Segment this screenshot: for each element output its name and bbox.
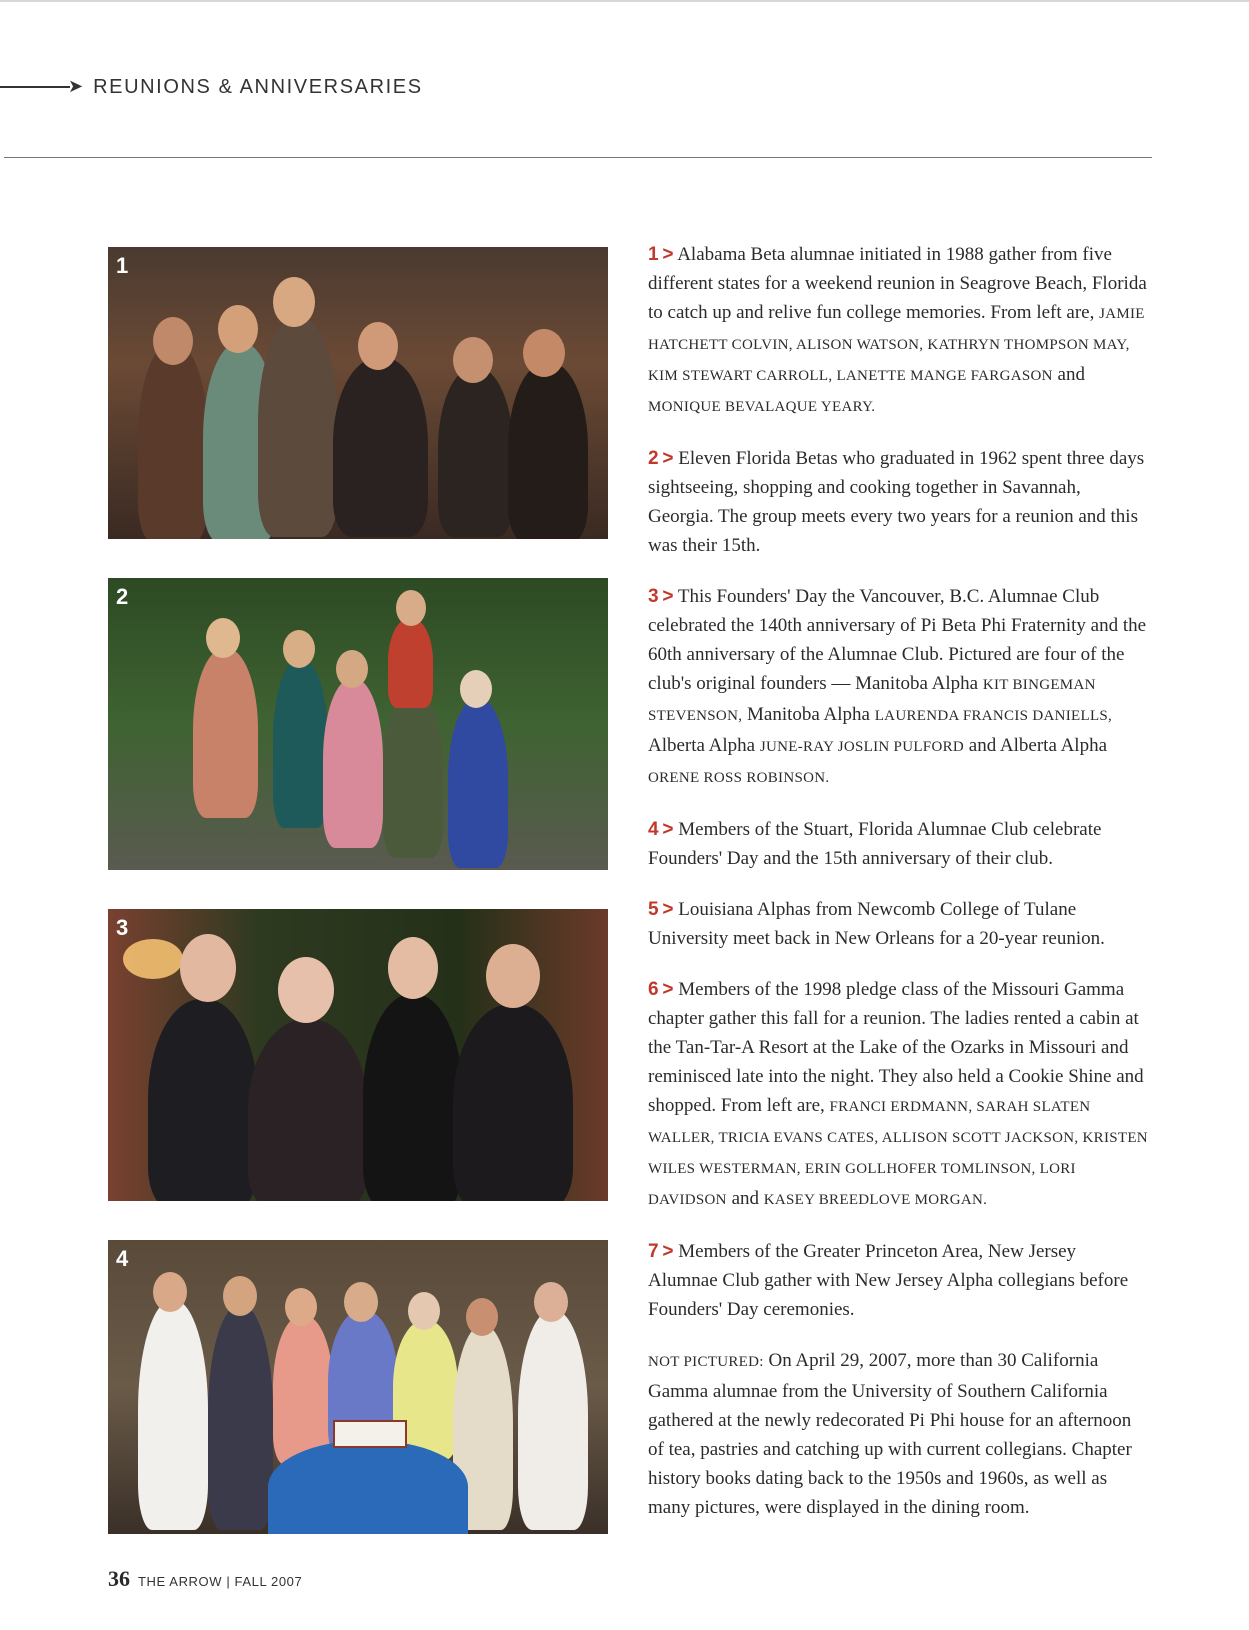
person-head xyxy=(206,618,240,658)
person-head xyxy=(460,670,492,708)
caption-text: Members of the 1998 pledge class of the Missouri Gamma chapter gather this fall for a reunion. The ladies rented a cabin at the Tan-Tar-A Resort at the Lake of the Ozarks in Missouri and reminisced late into the night. They also held a Cookie Shine and shopped. From left are, xyxy=(648,979,1144,1116)
person-head xyxy=(285,1288,317,1326)
caption-names: LAURENDA FRANCIS DANIELLS, xyxy=(874,708,1113,724)
caption-names: ORENE ROSS ROBINSON. xyxy=(648,770,830,786)
caption-text: This Founders' Day the Vancouver, B.C. Alumnae Club celebrated the 140th anniversary of Pi Beta Phi Fraternity and the 60th anniversary of the Alumnae Club. Pictured are four of the club's original founders — Manitoba Alpha xyxy=(648,586,1147,694)
caption-text: Members of the Greater Princeton Area, New Jersey Alumnae Club gather with New Jersey Alpha collegians before Founders' Day ceremonies. xyxy=(648,1241,1129,1320)
caption-text: and xyxy=(1052,364,1085,385)
caption-names: JUNE-RAY JOSLIN PULFORD xyxy=(759,739,965,755)
table-cloth xyxy=(268,1440,468,1534)
person-figure xyxy=(323,678,383,848)
person-figure xyxy=(333,357,428,537)
header-rule xyxy=(0,86,70,88)
person-head xyxy=(453,337,493,383)
person-figure xyxy=(453,1004,573,1201)
caption-number: 2 > xyxy=(648,448,674,469)
person-head xyxy=(278,957,334,1023)
person-head xyxy=(153,1272,187,1312)
person-figure xyxy=(383,688,443,858)
person-figure xyxy=(258,317,338,537)
person-figure xyxy=(363,994,463,1201)
caption-number: 5 > xyxy=(648,899,674,920)
section-header xyxy=(0,72,700,102)
person-figure xyxy=(248,1019,368,1201)
caption-5 xyxy=(648,895,1148,953)
person-figure xyxy=(138,1300,208,1530)
person-figure xyxy=(193,648,258,818)
caption-text: Louisiana Alphas from Newcomb College of Tulane University meet back in New Orleans for a 20-year reunion. xyxy=(648,899,1105,949)
photo-1 xyxy=(108,247,608,539)
page-footer xyxy=(108,1566,302,1596)
section-title: REUNIONS & ANNIVERSARIES xyxy=(93,75,423,98)
photo-3 xyxy=(108,909,608,1201)
person-figure xyxy=(388,618,433,708)
not-pictured xyxy=(648,1346,1148,1522)
caption-text: Alberta Alpha xyxy=(648,735,760,756)
header-divider xyxy=(4,157,1152,158)
not-pictured-label: NOT PICTURED: xyxy=(648,1354,764,1370)
photo-4 xyxy=(108,1240,608,1534)
caption-names: KIT BINGEMAN STEVENSON, xyxy=(648,677,1096,724)
caption-3 xyxy=(648,582,1148,793)
captions-column xyxy=(648,240,1148,1544)
caption-number: 6 > xyxy=(648,979,674,1000)
person-figure xyxy=(518,1310,588,1530)
caption-text: Alabama Beta alumnae initiated in 1988 gather from five different states for a weekend reunion in Seagrove Beach, Florida to catch up and relive fun college memories. From left are, xyxy=(648,244,1147,323)
photo-2 xyxy=(108,578,608,870)
caption-names: KASEY BREEDLOVE MORGAN. xyxy=(763,1192,988,1208)
caption-names: JAMIE HATCHETT COLVIN, ALISON WATSON, KATHRYN THOMPSON MAY, KIM STEWART CARROLL, LANETTE MANGE FARGASON xyxy=(648,306,1145,384)
person-figure xyxy=(273,658,328,828)
person-head xyxy=(388,937,438,999)
person-head xyxy=(218,305,258,353)
caption-6 xyxy=(648,975,1148,1215)
caption-text: Members of the Stuart, Florida Alumnae Club celebrate Founders' Day and the 15th anniversary of their club. xyxy=(648,819,1102,869)
caption-text: Manitoba Alpha xyxy=(742,704,875,725)
photo-number: 1 xyxy=(116,253,129,278)
photo-number: 2 xyxy=(116,584,129,609)
page-number: 36 xyxy=(108,1566,130,1591)
person-head xyxy=(223,1276,257,1316)
person-head xyxy=(344,1282,378,1322)
lamp-glow xyxy=(123,939,183,979)
person-head xyxy=(283,630,315,668)
cake xyxy=(333,1420,407,1448)
caption-4 xyxy=(648,815,1148,873)
person-figure xyxy=(508,362,588,539)
caption-number: 1 > xyxy=(648,244,674,265)
person-head xyxy=(396,590,426,626)
person-figure xyxy=(148,999,258,1201)
photo-number: 4 xyxy=(116,1246,129,1271)
person-head xyxy=(534,1282,568,1322)
publication-info: THE ARROW | FALL 2007 xyxy=(138,1574,303,1589)
person-figure xyxy=(273,1315,333,1465)
caption-names: MONIQUE BEVALAQUE YEARY. xyxy=(648,399,876,415)
person-head xyxy=(466,1298,498,1336)
caption-text: and xyxy=(726,1188,764,1209)
not-pictured-text: On April 29, 2007, more than 30 California Gamma alumnae from the University of Southern California gathered at the newly redecorated Pi Phi house for an afternoon of tea, pastries and catching up with current collegians. Chapter history books dating back to the 1950s and 1960s, as well as many pictures, were displayed in the dining room. xyxy=(648,1350,1132,1518)
caption-number: 7 > xyxy=(648,1241,674,1262)
caption-text: Eleven Florida Betas who graduated in 1962 spent three days sightseeing, shopping and cooking together in Savannah, Georgia. The group meets every two years for a reunion and this was their 15th. xyxy=(648,448,1145,556)
caption-number: 3 > xyxy=(648,586,674,607)
person-figure xyxy=(438,367,513,537)
person-head xyxy=(273,277,315,327)
person-figure xyxy=(208,1305,273,1530)
caption-1 xyxy=(648,240,1148,422)
photo-number: 3 xyxy=(116,915,129,940)
caption-names: FRANCI ERDMANN, SARAH SLATEN WALLER, TRICIA EVANS CATES, ALLISON SCOTT JACKSON, KRISTEN WILES WESTERMAN, ERIN GOLLHOFER TOMLINSON, LORI DAVIDSON xyxy=(648,1099,1148,1208)
caption-number: 4 > xyxy=(648,819,674,840)
person-figure xyxy=(448,698,508,868)
page-top-edge xyxy=(0,0,1249,2)
person-head xyxy=(358,322,398,370)
caption-2 xyxy=(648,444,1148,560)
person-figure xyxy=(138,342,208,539)
person-head xyxy=(180,934,236,1002)
person-head xyxy=(523,329,565,377)
person-head xyxy=(336,650,368,688)
person-head xyxy=(408,1292,440,1330)
caption-text: and Alberta Alpha xyxy=(964,735,1108,756)
person-head xyxy=(153,317,193,365)
chevron-right-icon: ➤ xyxy=(68,76,84,97)
person-head xyxy=(486,944,540,1008)
caption-7 xyxy=(648,1237,1148,1324)
